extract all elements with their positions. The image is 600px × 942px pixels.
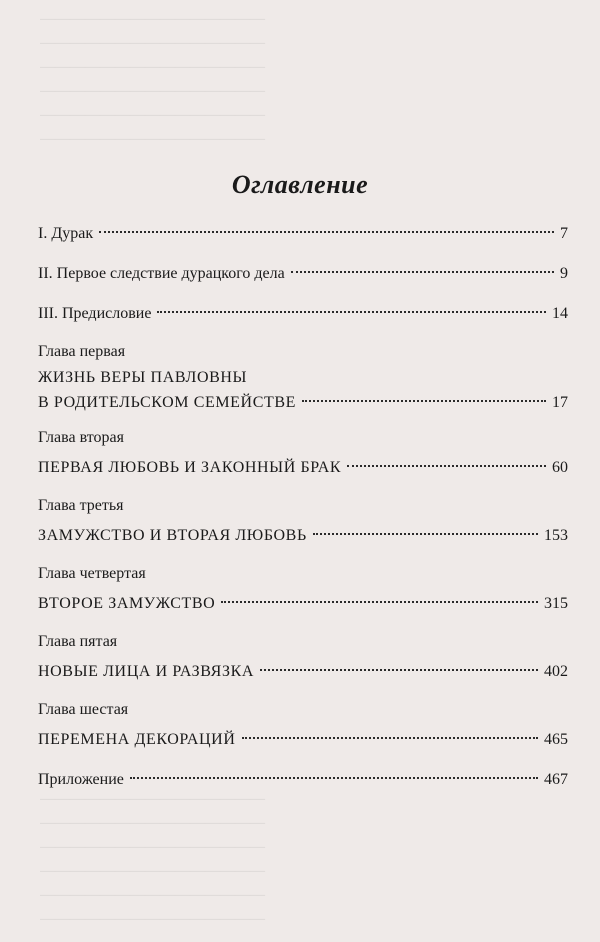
leader-dots (302, 400, 546, 402)
toc-page-number: 315 (544, 595, 568, 612)
toc-page-number: 467 (544, 771, 568, 788)
page-title: Оглавление (231, 170, 369, 199)
leader-dots (221, 601, 538, 603)
leader-dots (260, 669, 538, 671)
toc-page-number: 465 (544, 731, 568, 748)
leader-dots (347, 465, 546, 467)
toc-page-number: 60 (552, 459, 568, 476)
table-of-contents (38, 218, 568, 796)
chapter-heading: Глава пятая (38, 633, 118, 650)
toc-entry-label: ПЕРЕМЕНА ДЕКОРАЦИЙ (38, 731, 236, 748)
toc-entry-label: II. Первое следствие дурацкого дела (38, 265, 285, 282)
toc-entry-chapter-6[interactable] (38, 724, 568, 756)
toc-page-number: 9 (560, 265, 568, 282)
toc-entry-chapter-1[interactable] (38, 390, 568, 416)
leader-dots (99, 231, 554, 233)
toc-entry-label: ЗАМУЖСТВО И ВТОРАЯ ЛЮБОВЬ (38, 527, 307, 544)
toc-entry-chapter-4[interactable] (38, 588, 568, 620)
chapter-heading: Глава первая (38, 343, 126, 360)
toc-entry-label: I. Дурак (38, 225, 94, 242)
toc-entry-label: В РОДИТЕЛЬСКОМ СЕМЕЙСТВЕ (38, 394, 296, 411)
toc-entry-chapter-3[interactable] (38, 520, 568, 552)
chapter-title-line: ЖИЗНЬ ВЕРЫ ПАВЛОВНЫ (38, 369, 248, 386)
toc-entry-part-2[interactable] (38, 258, 568, 290)
toc-page-number: 7 (560, 225, 568, 242)
toc-entry-part-3[interactable] (38, 298, 568, 330)
leader-dots (291, 271, 554, 273)
leader-dots (313, 533, 538, 535)
chapter-heading: Глава четвертая (38, 565, 146, 582)
toc-entry-label: III. Предисловие (38, 305, 152, 322)
chapter-heading: Глава шестая (38, 701, 129, 718)
toc-entry-chapter-5[interactable] (38, 656, 568, 688)
chapter-heading: Глава вторая (38, 429, 124, 446)
toc-entry-label: Приложение (38, 771, 124, 788)
book-page: ——————————————— ——————————————— ——————————————— ——————————————— ——————————————— ——————————————— ——————————————— ——————————————— ——————————————— ——————————————— ——————————————— ——————————————— Оглавление I. Дурак 7 II. Первое следствие дурацкого дела 9 III. Предисловие 14 Глава первая ЖИЗНЬ ВЕРЫ ПАВЛОВНЫ В РОДИТЕЛЬСКОМ СЕМЕЙСТВЕ 17 Глава вторая ПЕРВАЯ ЛЮБОВЬ И ЗАКОННЫЙ БРАК 60 Глава третья ЗАМУЖСТВО И ВТОРАЯ ЛЮБОВЬ 153 Глава четвертая ВТОРОЕ ЗАМУЖСТВО 315 Глава пятая НОВЫЕ ЛИЦА И РАЗВЯЗКА 402 Глава шестая ПЕРЕМЕНА ДЕКОРАЦИЙ 465 Приложение 467 (0, 0, 600, 942)
leader-dots (242, 737, 539, 739)
toc-entry-appendix[interactable] (38, 764, 568, 796)
toc-page-number: 17 (552, 394, 568, 411)
toc-entry-part-1[interactable] (38, 218, 568, 250)
toc-page-number: 153 (544, 527, 568, 544)
toc-entry-label: ВТОРОЕ ЗАМУЖСТВО (38, 595, 216, 612)
toc-page-number: 402 (544, 663, 568, 680)
chapter-heading: Глава третья (38, 497, 124, 514)
toc-entry-label: НОВЫЕ ЛИЦА И РАЗВЯЗКА (38, 663, 254, 680)
toc-page-number: 14 (552, 305, 568, 322)
leader-dots (130, 777, 538, 779)
toc-entry-chapter-2[interactable] (38, 452, 568, 484)
toc-entry-label: ПЕРВАЯ ЛЮБОВЬ И ЗАКОННЫЙ БРАК (38, 459, 342, 476)
leader-dots (157, 311, 546, 313)
